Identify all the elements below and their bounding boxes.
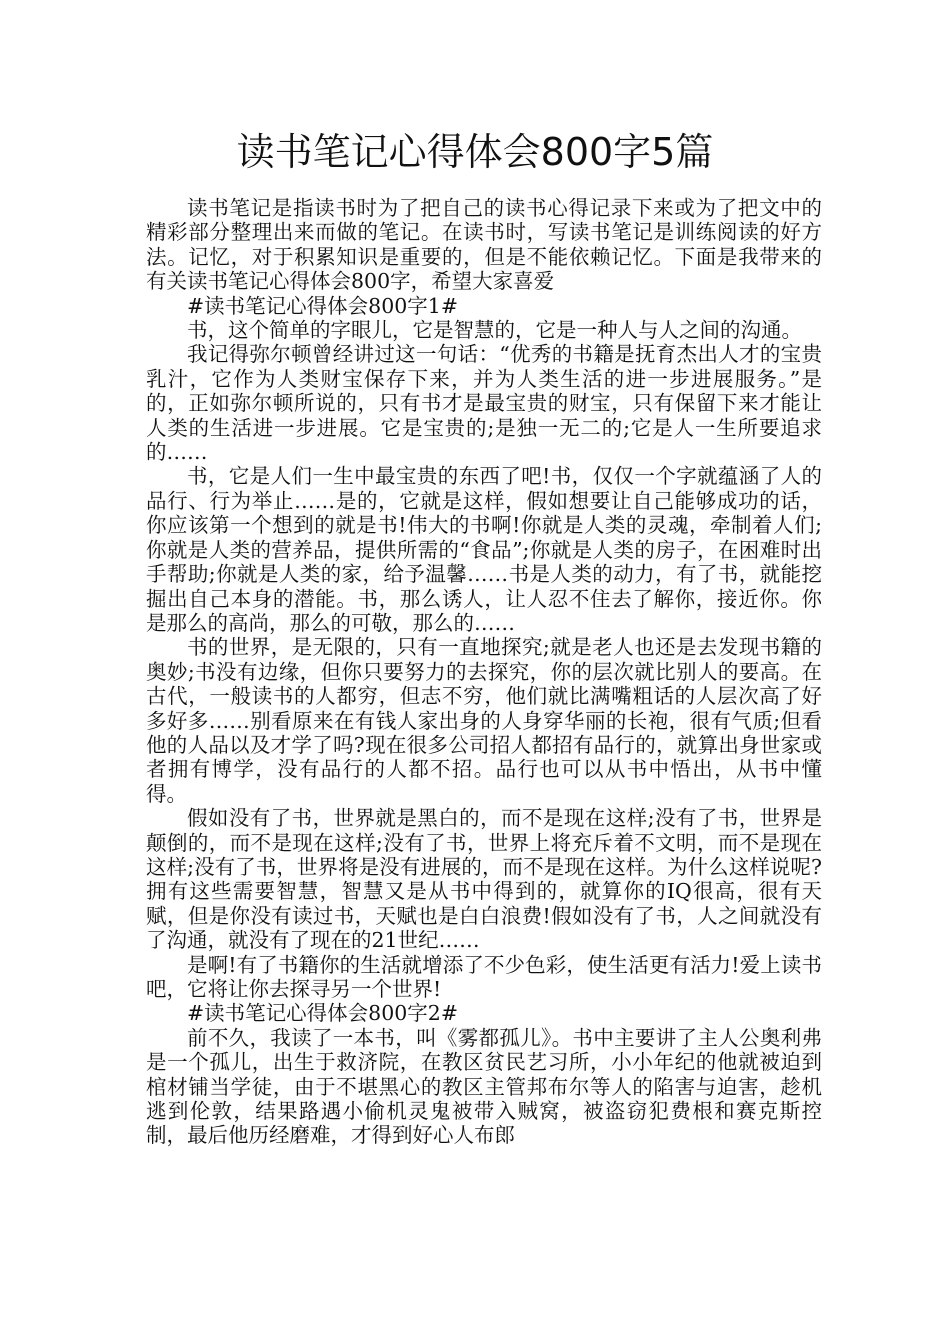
document-body [146,196,822,1148]
paragraph: 是啊!有了书籍你的生活就增添了不少色彩，使生活更有活力!爱上读书吧，它将让你去探寻另一个世界! [146,952,822,1001]
paragraph: 书的世界，是无限的，只有一直地探究;就是老人也还是去发现书籍的奥妙;书没有边缘，但你只要努力的去探究，你的层次就比别人的要高。在古代，一般读书的人都穷，但志不穷，他们就比满嘴粗话的人层次高了好多好多……别看原来在有钱人家出身的人身穿华丽的长袍，很有气质;但看他的人品以及才学了吗?现在很多公司招人都招有品行的，就算出身世家或者拥有博学，没有品行的人都不招。品行也可以从书中悟出，从书中懂得。 [146,635,822,806]
paragraph: 书，这个简单的字眼儿，它是智慧的，它是一种人与人之间的沟通。 [187,318,802,343]
paragraph: 我记得弥尔顿曾经讲过这一句话：“优秀的书籍是抚育杰出人才的宝贵乳汁，它作为人类财宝保存下来，并为人类生活的进一步进展服务。”是的，正如弥尔顿所说的，只有书才是最宝贵的财宝，只有保留下来才能让人类的生活进一步进展。它是宝贵的;是独一无二的;它是人一生所要追求的…… [146,342,822,465]
page-title: 读书笔记心得体会800字5篇 [236,130,714,174]
paragraph: 书，它是人们一生中最宝贵的东西了吧!书，仅仅一个字就蕴涵了人的品行、行为举止……是的，它就是这样，假如想要让自己能够成功的话，你应该第一个想到的就是书!伟大的书啊!你就是人类的灵魂，牵制着人们;你就是人类的营养品，提供所需的“食品”;你就是人类的房子，在困难时出手帮助;你就是人类的家，给予温馨……书是人类的动力，有了书，就能挖掘出自己本身的潜能。书，那么诱人，让人忍不住去了解你，接近你。你是那么的高尚，那么的可敬，那么的…… [146,464,822,635]
section-heading-2: #读书笔记心得体会800字2# [187,1001,459,1026]
paragraph: 前不久，我读了一本书，叫《雾都孤儿》。书中主要讲了主人公奥利弗是一个孤儿，出生于救济院，在教区贫民艺习所，小小年纪的他就被迫到棺材铺当学徒，由于不堪黑心的教区主管邦布尔等人的陷害与迫害，趁机逃到伦敦，结果路遇小偷机灵鬼被带入贼窝，被盗窃犯费根和赛克斯控制，最后他历经磨难，才得到好心人布郎 [146,1025,822,1148]
section-heading-1: #读书笔记心得体会800字1# [187,293,459,318]
paragraph: 假如没有了书，世界就是黑白的，而不是现在这样;没有了书，世界是颠倒的，而不是现在这样;没有了书，世界上将充斥着不文明，而不是现在这样;没有了书，世界将是没有进展的，而不是现在这样。为什么这样说呢?拥有这些需要智慧，智慧又是从书中得到的，就算你的IQ很高，很有天赋，但是你没有读过书，天赋也是白白浪费!假如没有了书，人之间就没有了沟通，就没有了现在的21世纪…… [146,806,822,953]
paragraph-intro: 读书笔记是指读书时为了把自己的读书心得记录下来或为了把文中的精彩部分整理出来而做的笔记。在读书时，写读书笔记是训练阅读的好方法。记忆，对于积累知识是重要的，但是不能依赖记忆。下面是我带来的有关读书笔记心得体会800字，希望大家喜爱 [146,196,822,294]
